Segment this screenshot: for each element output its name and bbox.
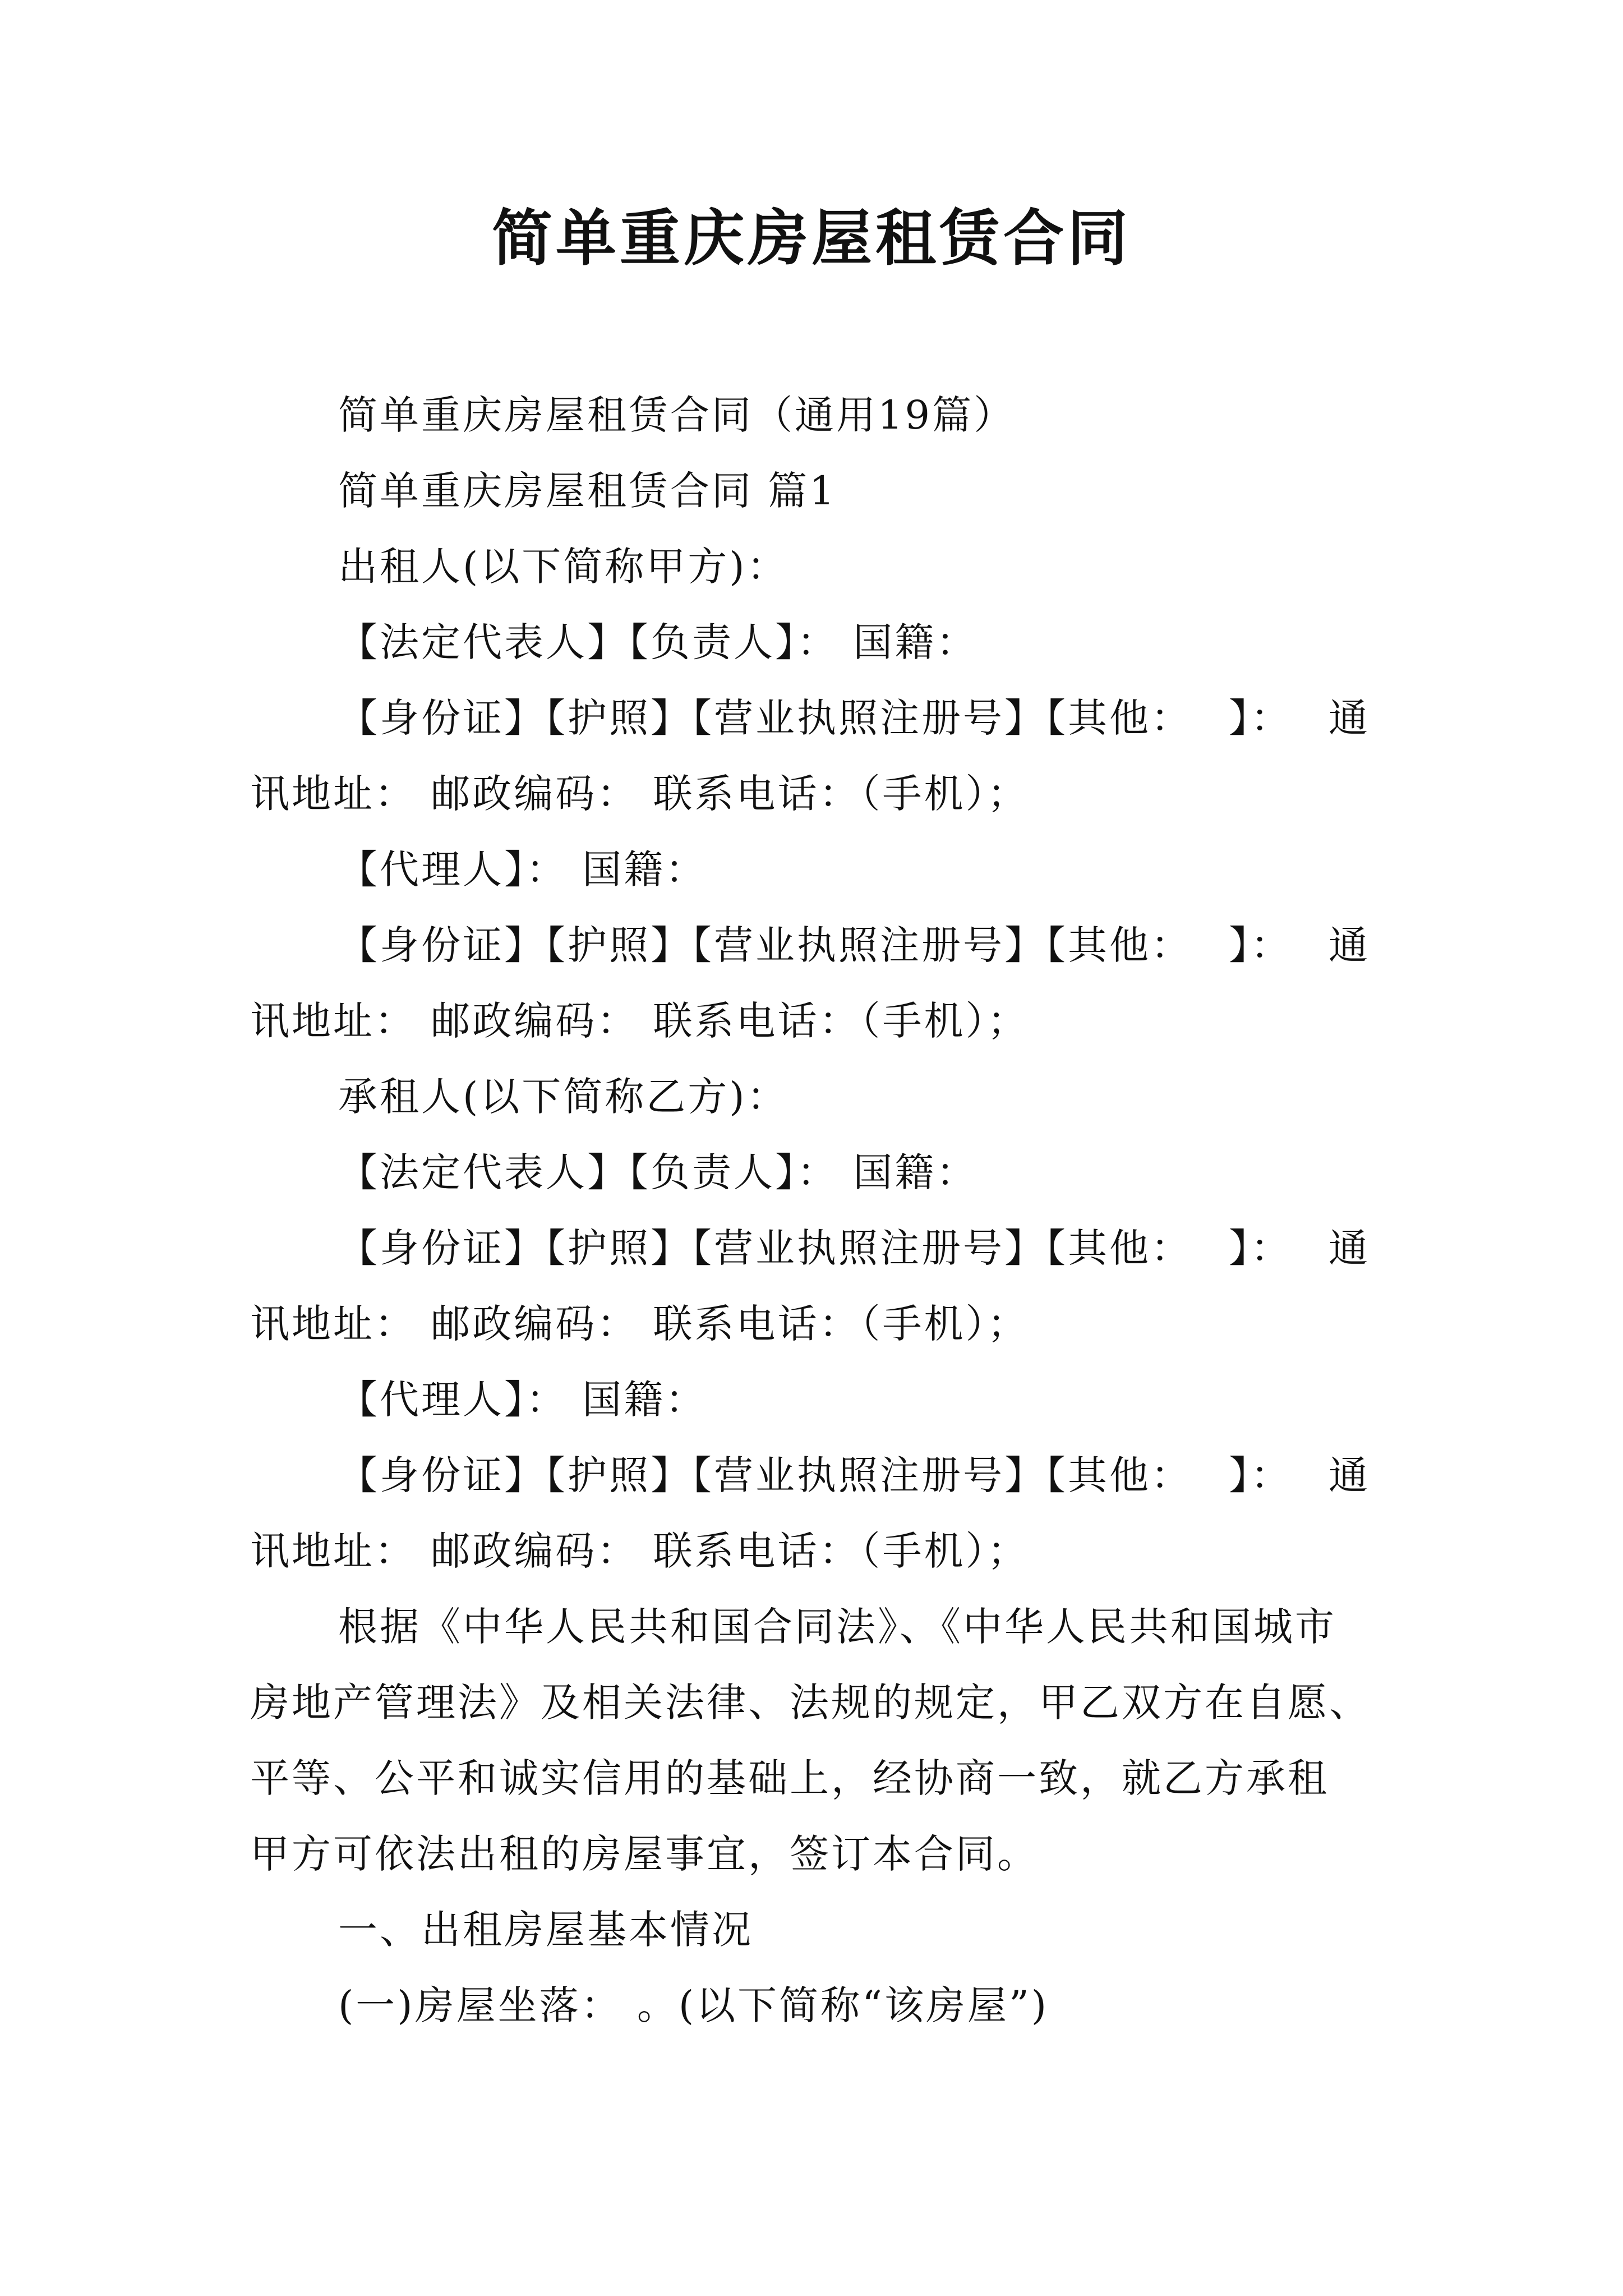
lessor-rep-line: 【法定代表人】【负责人】： 国籍：: [338, 619, 978, 665]
preamble-line-4: 甲方可依法出租的房屋事宜，签订本合同。: [250, 1831, 1039, 1877]
id-other-close: 】：: [1229, 1452, 1292, 1498]
id-types-text: 【身份证】【护照】【营业执照注册号】【其他：: [338, 695, 1192, 741]
lessee-agent-line: 【代理人】： 国籍：: [338, 1377, 707, 1423]
lessor-label: 出租人(以下简称甲方)：: [338, 544, 789, 590]
line-end-char: 通: [1329, 922, 1370, 968]
clause-heading: 一、出租房屋基本情况: [338, 1907, 753, 1953]
document-title: 简单重庆房屋租赁合同: [491, 203, 1131, 274]
id-other-close: 】：: [1229, 922, 1292, 968]
id-types-text: 【身份证】【护照】【营业执照注册号】【其他：: [338, 922, 1192, 968]
lessor-agent-id-line: [338, 917, 1370, 973]
lessor-id-line: [338, 690, 1370, 746]
subtitle-line: 简单重庆房屋租赁合同（通用19篇）: [338, 392, 1016, 438]
lessee-label: 承租人(以下简称乙方)：: [338, 1074, 789, 1120]
line-end-char: 通: [1329, 695, 1370, 741]
id-other-close: 】：: [1229, 1225, 1292, 1271]
preamble-line-1: 根据《中华人民共和国合同法》、《中华人民共和国城市: [338, 1604, 1336, 1650]
line-end-char: 通: [1329, 1225, 1370, 1271]
id-other-close: 】：: [1229, 695, 1292, 741]
preamble-line-2: 房地产管理法》及相关法律、法规的规定，甲乙双方在自愿、: [250, 1680, 1371, 1726]
line-end-char: 通: [1329, 1452, 1370, 1498]
lessor-agent-contact-line: 讯地址： 邮政编码： 联系电话：（手机）；: [250, 998, 1029, 1044]
clause-item-location: (一)房屋坐落： 。(以下简称“该房屋”): [338, 1982, 1049, 2028]
lessee-contact-line: 讯地址： 邮政编码： 联系电话：（手机）；: [250, 1301, 1029, 1347]
lessor-agent-line: 【代理人】： 国籍：: [338, 846, 707, 892]
lessee-agent-contact-line: 讯地址： 邮政编码： 联系电话：（手机）；: [250, 1528, 1029, 1574]
id-types-text: 【身份证】【护照】【营业执照注册号】【其他：: [338, 1452, 1192, 1498]
id-types-text: 【身份证】【护照】【营业执照注册号】【其他：: [338, 1225, 1192, 1271]
lessor-contact-line: 讯地址： 邮政编码： 联系电话：（手机）；: [250, 771, 1029, 817]
lessee-rep-line: 【法定代表人】【负责人】： 国籍：: [338, 1149, 978, 1195]
section-heading: 简单重庆房屋租赁合同 篇1: [338, 468, 837, 514]
preamble-line-3: 平等、公平和诚实信用的基础上，经协商一致，就乙方承租: [250, 1755, 1329, 1801]
lessee-agent-id-line: [338, 1447, 1370, 1503]
lessee-id-line: [338, 1220, 1370, 1276]
